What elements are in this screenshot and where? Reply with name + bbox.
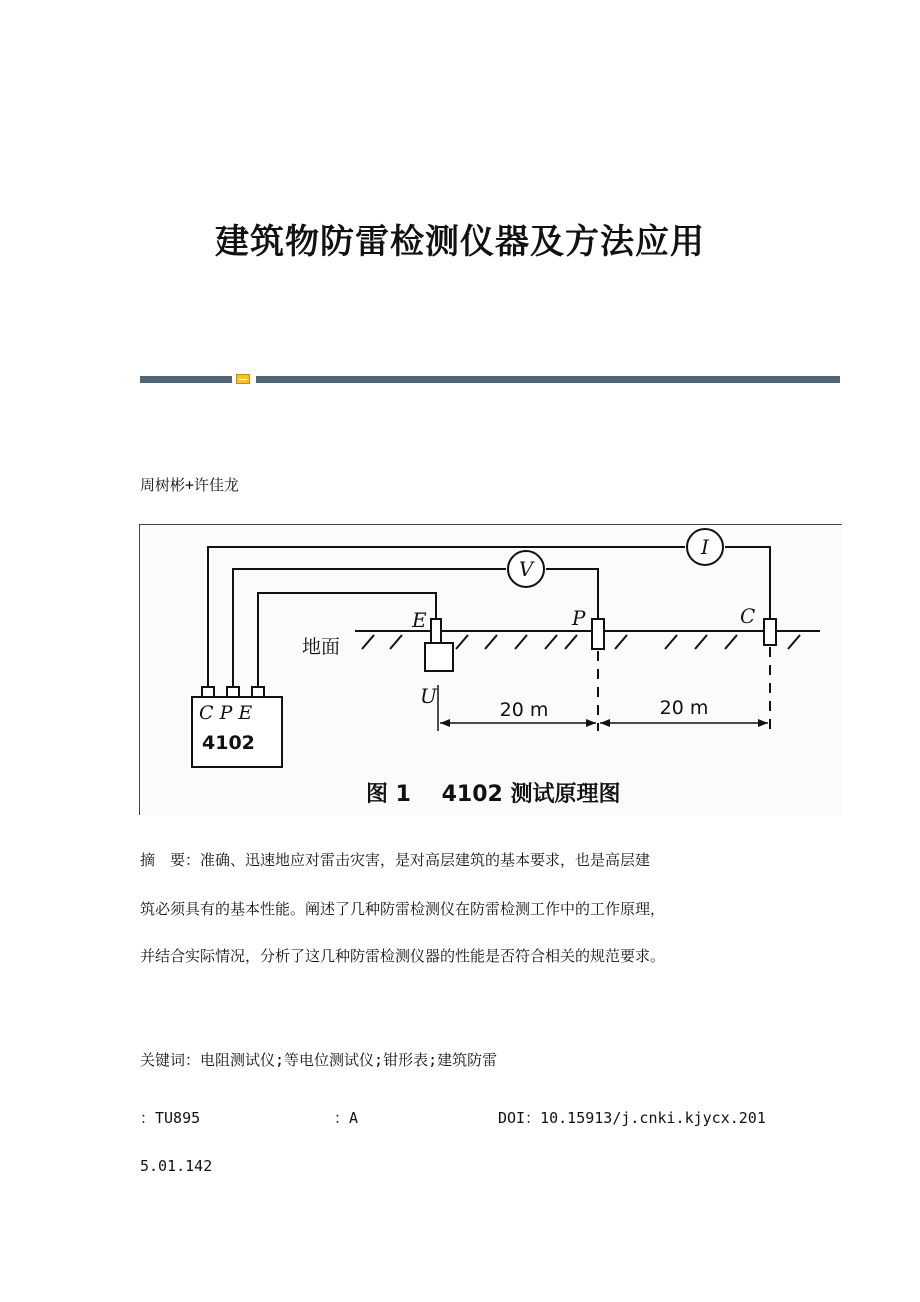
ground-label: 地面 (302, 636, 341, 658)
distance-label-1: 20 m (499, 699, 549, 721)
keywords: 关键词：电阻测试仪;等电位测试仪;钳形表;建筑防雷 (140, 1051, 498, 1069)
abstract-line-2: 筑必须具有的基本性能。阐述了几种防雷检测仪在防雷检测工作中的工作原理， (140, 900, 666, 918)
abstract-line-1: 摘 要：准确、迅速地应对雷击灾害，是对高层建筑的基本要求，也是高层建 (140, 851, 651, 869)
ammeter-label: I (701, 535, 709, 559)
electrode-p (592, 619, 604, 649)
device-model: 4102 (202, 732, 255, 754)
title-divider (140, 374, 840, 384)
doi-line-1: DOI：10.15913/j.cnki.kjycx.201 (498, 1109, 766, 1127)
figure-test-principle (139, 524, 842, 815)
electrode-c-label: C (740, 604, 756, 628)
abstract-line-3: 并结合实际情况，分析了这几种防雷检测仪器的性能是否符合相关的规范要求。 (140, 947, 666, 965)
u-label: U (420, 684, 437, 708)
electrode-e-label: E (412, 608, 427, 632)
clc-number: ：TU895 (140, 1109, 201, 1127)
electrode-e (431, 619, 441, 643)
electrode-c (764, 619, 776, 645)
divider-right-segment (256, 376, 840, 383)
divider-left-segment (140, 376, 232, 383)
document-code: ：A (334, 1109, 359, 1127)
doi-line-2: 5.01.142 (140, 1157, 213, 1175)
distance-label-2: 20 m (659, 697, 709, 719)
authors: 周树彬+许佳龙 (140, 476, 240, 494)
figure-caption: 图 1 4102 测试原理图 (366, 782, 621, 807)
device-terminal-labels: C P E (199, 702, 253, 724)
voltmeter-label: V (518, 557, 534, 581)
divider-ornament-icon (236, 374, 250, 384)
electrode-p-label: P (572, 606, 586, 630)
document-title: 建筑物防雷检测仪器及方法应用 (215, 222, 705, 262)
circuit-diagram (140, 525, 842, 815)
electrode-e-plate (425, 643, 453, 671)
